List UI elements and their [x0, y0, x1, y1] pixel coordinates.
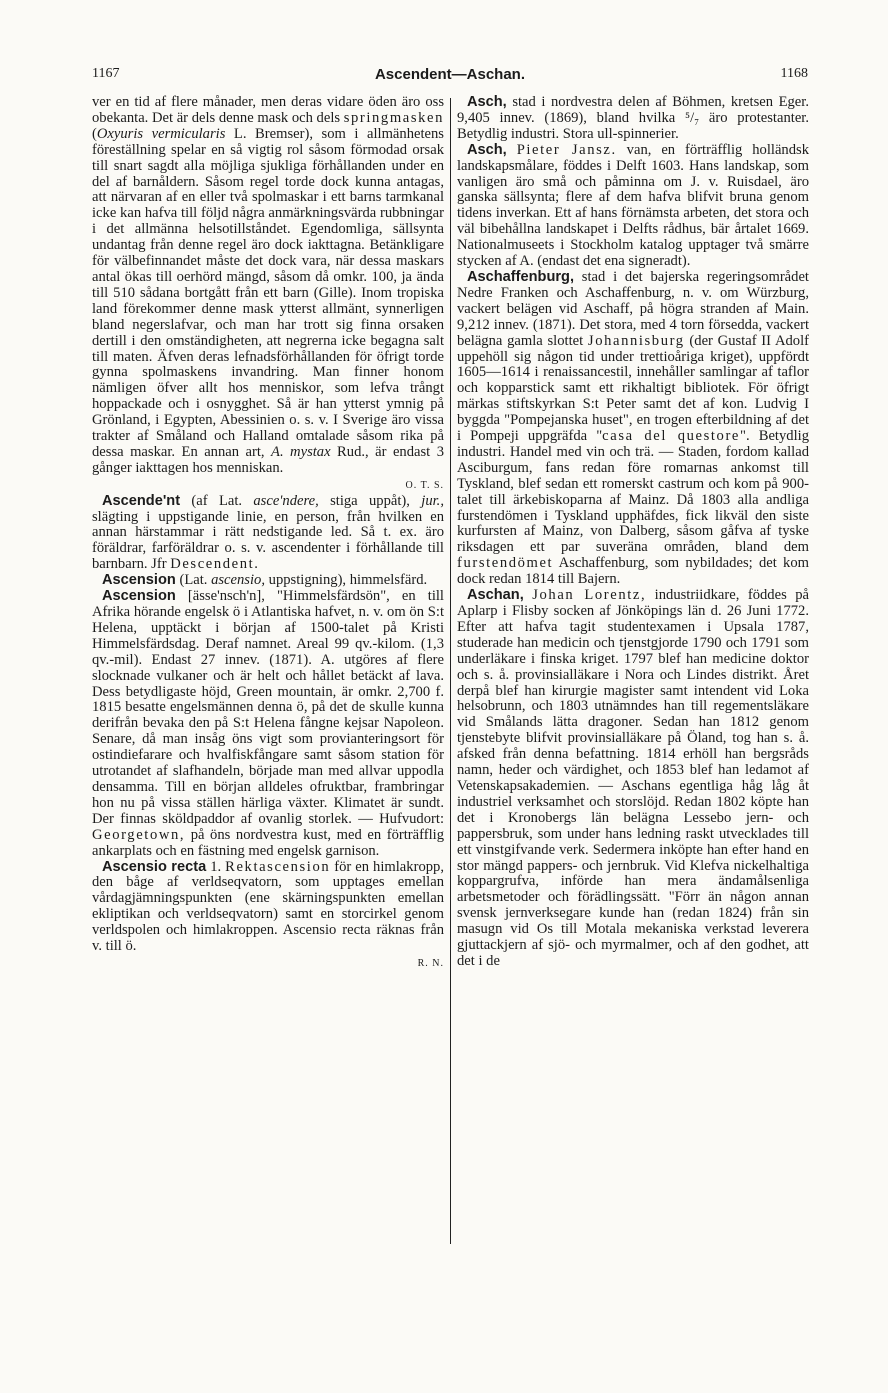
page-number-left: 1167 — [92, 66, 120, 81]
author-signature: R. N. — [417, 957, 444, 969]
headword: Ascensio recta — [102, 858, 207, 875]
headword: Ascende'nt — [102, 492, 181, 509]
headword: Ascension — [102, 572, 176, 589]
entry-asch-town: Asch, stad i nordvestra delen af Böhmen, kretsen Eger. 9,405 innev. (1869), bland hvilka ⁵/₇ äro protestanter. Betydlig industri. Stora ull-spinnerier. — [457, 94, 809, 142]
left-column — [92, 95, 444, 972]
entry-spolmask-continuation: ver en tid af flere månader, men deras vidare öden äro oss obekanta. Det är dels denne mask och dels springmasken (Oxyuris vermicularis L. Bremser), som i allmänhetens föreställning spelar en så vigtig rol såsom förmodad orsak till snart sagdt alla möjliga sjukliga förhållanden under en del af barnåldern. Såsom regel torde dock kunna antagas, att närvaran af en eller två spolmaskar i ett barns tarmkanal icke kan hafva till följd några anmärkningsvärda rubbningar i det allmänna helsotillståndet. Egendomliga, sällsynta undantag från denne regel äro dock iakttagna. Betänkligare för välbefinnandet måste det dock vara, när dessa maskars antal ökas till oerhörd mängd, såsom då omkr. 100, ja ända till 510 sådana bortgått från ett barn (Gille). Inom tropiska land förekommer denne mask ytterst allmänt, synnerligen bland negerslafvar, och man har trott sig finna orsaken dertill i den omständigheten, att negrerna icke begagna salt till maten. Äfven deras lefnadsförhållanden för öfrigt torde gynna spolmaskens invandring. Man finner honom nämligen öfver allt hos menniskor, som lefva trångt hoppackade och i osnygghet. Så är han ytterst ymnig på Grönland, i Egypten, Abessinien o. s. v. I Sverige äro vissa trakter af Småland och Halland omtalade såsom rika på dessa maskar. En annan art, A. mystax Rud., är endast 3 gånger iakttagen hos menniskan. — [92, 94, 444, 476]
headword: Asch, — [467, 141, 507, 158]
entry-aschan: Aschan, Johan Lorentz, industriidkare, föddes på Aplarp i Flisby socken af Jönköpings län d. 26 Juni 1772. Efter att hafva tagit studentexamen i Upsala 1787, studerade han medicin och tjenstgjorde 1790 och 1791 som underläkare i finska kriget. 1797 blef han medicine doktor och s. å. provinsialläkare i Nora och Lindes distrikt. Året derpå blef han kirurgie magister samt intendent vid Loka helsobrunn, och 1803 utnämndes han till regementsläkare vid Smålands lätta dragoner. Sedan han 1812 genom tjenstebyte blifvit provinsialläkare på Öland, tog han s. å. afsked från denna befattning. 1814 erhöll han bergsråds namn, heder och värdighet, och 1853 blef han ledamot af Vetenskapsakademien. — Aschans egentliga håg låg åt industriel verksamhet och storslöjd. Redan 1802 köpte han det i Kronobergs län belägna Lessebo jern- och pappersbruk, som under hans ledning raskt utvecklades till ett vinstgifvande verk. Sedermera inköpte han efter hand en stor mängd pappers- och jernbruk. Vid Klefva nickelhaltiga koppargrufva, införde han mera ändamålsenliga arbetsmetoder och förädlingssätt. "Förr än någon annan svensk jernverksegare kunde han (redan 1824) från sin masugn vid Os till Motala mekaniska verkstad leverera gjuttackjern af sjö- och myrmalmer, och af den godhet, att det i de — [457, 587, 809, 969]
page-header — [92, 66, 808, 84]
entry-ascensio-recta: Ascensio recta 1. Rektascension för en himlakropp, den båge af verldseqvatorn, som upptages emellan vårdagjämningspunkten (ene skärningspunkten emellan ekliptikan och verldseqvatorn) samt en storcirkel genom verldspolen och himlakroppen. Ascensio recta räknas från v. till ö. — [92, 858, 444, 955]
headword: Aschaffenburg, — [467, 268, 575, 285]
entry-ascension-island: Ascension [ässe'nsch'n], "Himmelsfärdsön", en till Afrika hörande engelsk ö i Atlantiska hafvet, n. v. om ön S:t Helena, upptäckt i början af 1500-talet på Kristi Himmelsfärdsdag. Deraf namnet. Areal 99 qv.-kilom. (1,3 qv.-mil). Endast 27 innev. (1871). A. utgöres af flere slocknade vulkaner och är helt och hållet betäckt af lava. Dess betydligaste höjd, Green mountain, är omkr. 2,700 f. 1815 besatte engelsmännen denna ö, på det de skulle kunna derifrån bevaka den på S:t Helena fångne kejsar Napoleon. Senare, då man insåg öns vigt som provianteringsort för ostindiefarare och hvalfiskfångare samt såsom station för utrotandet af slafhandeln, började man med allvar uppodla densamma. Till en början alldeles ofruktbar, frambringar hon nu på vissa ställen härliga växter. Klimatet är sundt. Der finnas sköldpaddor af ovanlig storlek. — Hufvudort: Georgetown, på öns nordvestra kust, med en förträfflig ankarplats och en fästning med engelsk garnison. — [92, 588, 444, 859]
headword: Ascension — [102, 588, 176, 605]
entry-ascendent: Ascende'nt (af Lat. asce'ndere, stiga uppåt), jur., slägting i uppstigande linie, en person, från hvilken en annan härstammar i rätt nedstigande led. Så t. ex. äro föräldrar, farföräldrar o. s. v. ascendenter i förhållande till barnbarn. Jfr Descendent. — [92, 492, 444, 573]
entry-ascension-lat: Ascension (Lat. ascensio, uppstigning), himmelsfärd. — [102, 572, 428, 589]
page-number-right: 1168 — [780, 66, 808, 81]
headword: Aschan, — [467, 587, 524, 604]
entry-aschaffenburg: Aschaffenburg, stad i det bajerska regeringsområdet Nedre Franken och Aschaffenburg, n. v. om Würzburg, vackert belägen vid Aschaff, på högra stranden af Main. 9,212 innev. (1871). Det stora, med 4 torn försedda, vackert belägna gamla slottet Johannisburg (der Gustaf II Adolf uppehöll sig någon tid under trettioåriga kriget), uppfördt 1605—1614 i renaissancestil, innehåller samlingar af taflor och kopparstick samt ett rikhaltigt bibliotek. För öfrigt märkas stiftskyrkan S:t Peter samt det af kon. Ludvig I byggda "Pompejanska huset", en trogen efterbildning af det i Pompeji uppgräfda "casa del questore". Betydlig industri. Handel med vin och trä. — Staden, fordom kallad Asciburgum, fans redan före romarnas ankomst till Tyskland, blef sedan ett romerskt castrum och kom på 900-talet till ärkebiskoparna af Mainz. Då 1803 alla andliga furstendömen i Tyskland upphäfdes, fick likväl den siste kurfursten af Mainz, von Dalberg, såsom gåfva af tyske riksdagen ett par suveräna områden, bland dem furstendömet Aschaffenburg, som nybildades; det kom dock redan 1814 till Bajern. — [457, 268, 809, 588]
headword: Asch, — [467, 94, 507, 110]
author-signature: O. T. S. — [405, 479, 444, 491]
entry-asch-painter: Asch, Pieter Jansz. van, en förträfflig holländsk landskapsmålare, föddes i Delft 1603. Hans landskap, som vanligen äro små och påminna om J. v. Ruisdael, äro ganska sällsynta; flere af dem hafva blifvit bruna genom tidens inverkan. Ett af hans förnämsta arbeten, det stora och väl bibehållna landskapet i Delfts rådhus, bär årtalet 1669. Nationalmuseets i Stockholm katalog upptager två smärre stycken af A. (endast det ena signeradt). — [457, 141, 809, 270]
right-column — [457, 95, 809, 970]
column-divider — [450, 98, 451, 1244]
running-title: Ascendent—Aschan. — [374, 66, 526, 83]
